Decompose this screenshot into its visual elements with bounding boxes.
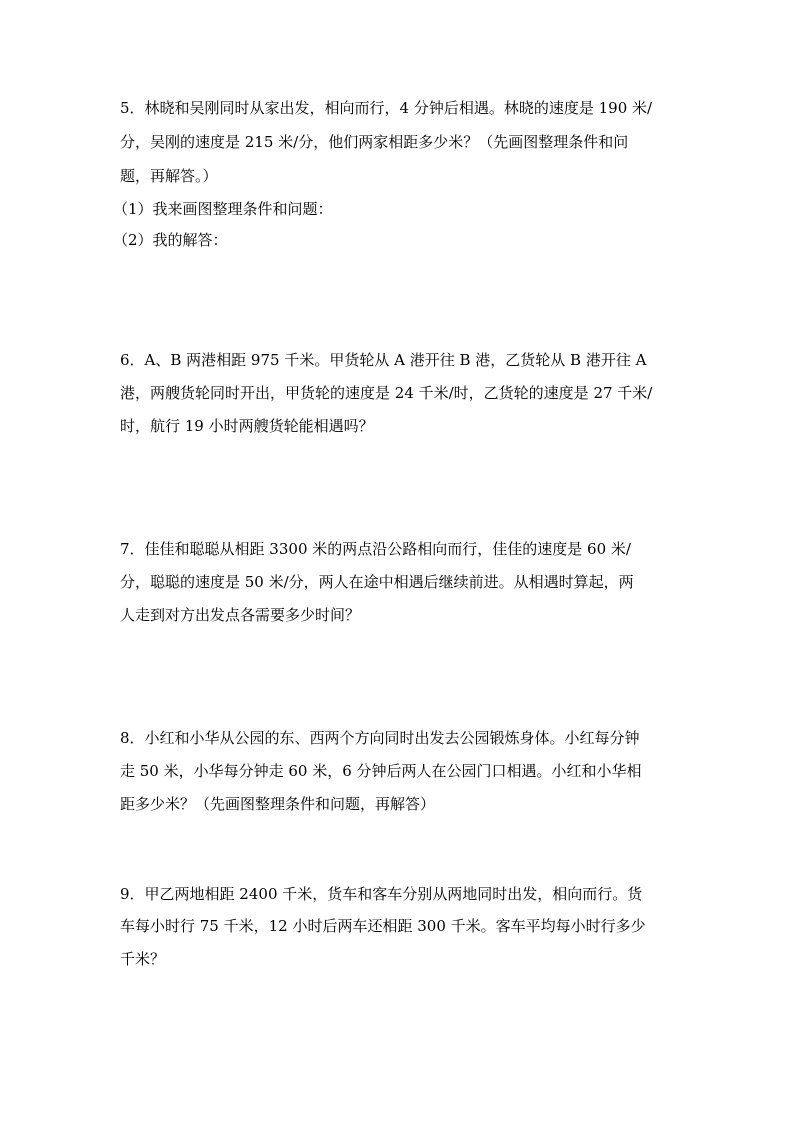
problem-6-line-1: 6．A、B 两港相距 975 千米。甲货轮从 A 港开往 B 港，乙货轮从 B 港开往 A — [120, 351, 647, 369]
problem-5-line-2: 分，吴刚的速度是 215 米/分，他们两家相距多少米？（先画图整理条件和问 — [120, 133, 629, 151]
problem-9-line-2: 车每小时行 75 千米，12 小时后两车还相距 300 千米。客车平均每小时行多少 — [120, 917, 646, 935]
problem-5-line-1: 5．林晓和吴刚同时从家出发，相向而行，4 分钟后相遇。林晓的速度是 190 米/ — [120, 99, 653, 117]
problem-7-line-1: 7．佳佳和聪聪从相距 3300 米的两点沿公路相向而行，佳佳的速度是 60 米/ — [120, 540, 631, 558]
problem-8-line-1: 8．小红和小华从公园的东、西两个方向同时出发去公园锻炼身体。小红每分钟 — [120, 729, 640, 747]
problem-6-line-2: 港，两艘货轮同时开出，甲货轮的速度是 24 千米/时，乙货轮的速度是 27 千米/ — [120, 384, 653, 402]
problem-8-line-2: 走 50 米，小华每分钟走 60 米，6 分钟后两人在公园门口相遇。小红和小华相 — [120, 762, 642, 780]
problem-5-sub-item-1: （1）我来画图整理条件和问题： — [113, 200, 333, 218]
problem-8-line-3: 距多少米？（先画图整理条件和问题，再解答） — [120, 795, 436, 813]
problem-5-line-3: 题，再解答。） — [120, 167, 218, 185]
problem-9-line-1: 9．甲乙两地相距 2400 千米，货车和客车分别从两地同时出发，相向而行。货 — [120, 885, 643, 903]
problem-7-line-2: 分，聪聪的速度是 50 米/分，两人在途中相遇后继续前进。从相遇时算起，两 — [120, 573, 634, 591]
problem-6-line-3: 时，航行 19 小时两艘货轮能相遇吗？ — [120, 417, 374, 435]
problem-7-line-3: 人走到对方出发点各需要多少时间？ — [120, 606, 361, 624]
problem-9-line-3: 千米？ — [120, 950, 166, 968]
problem-5-sub-item-2: （2）我的解答： — [113, 231, 228, 249]
